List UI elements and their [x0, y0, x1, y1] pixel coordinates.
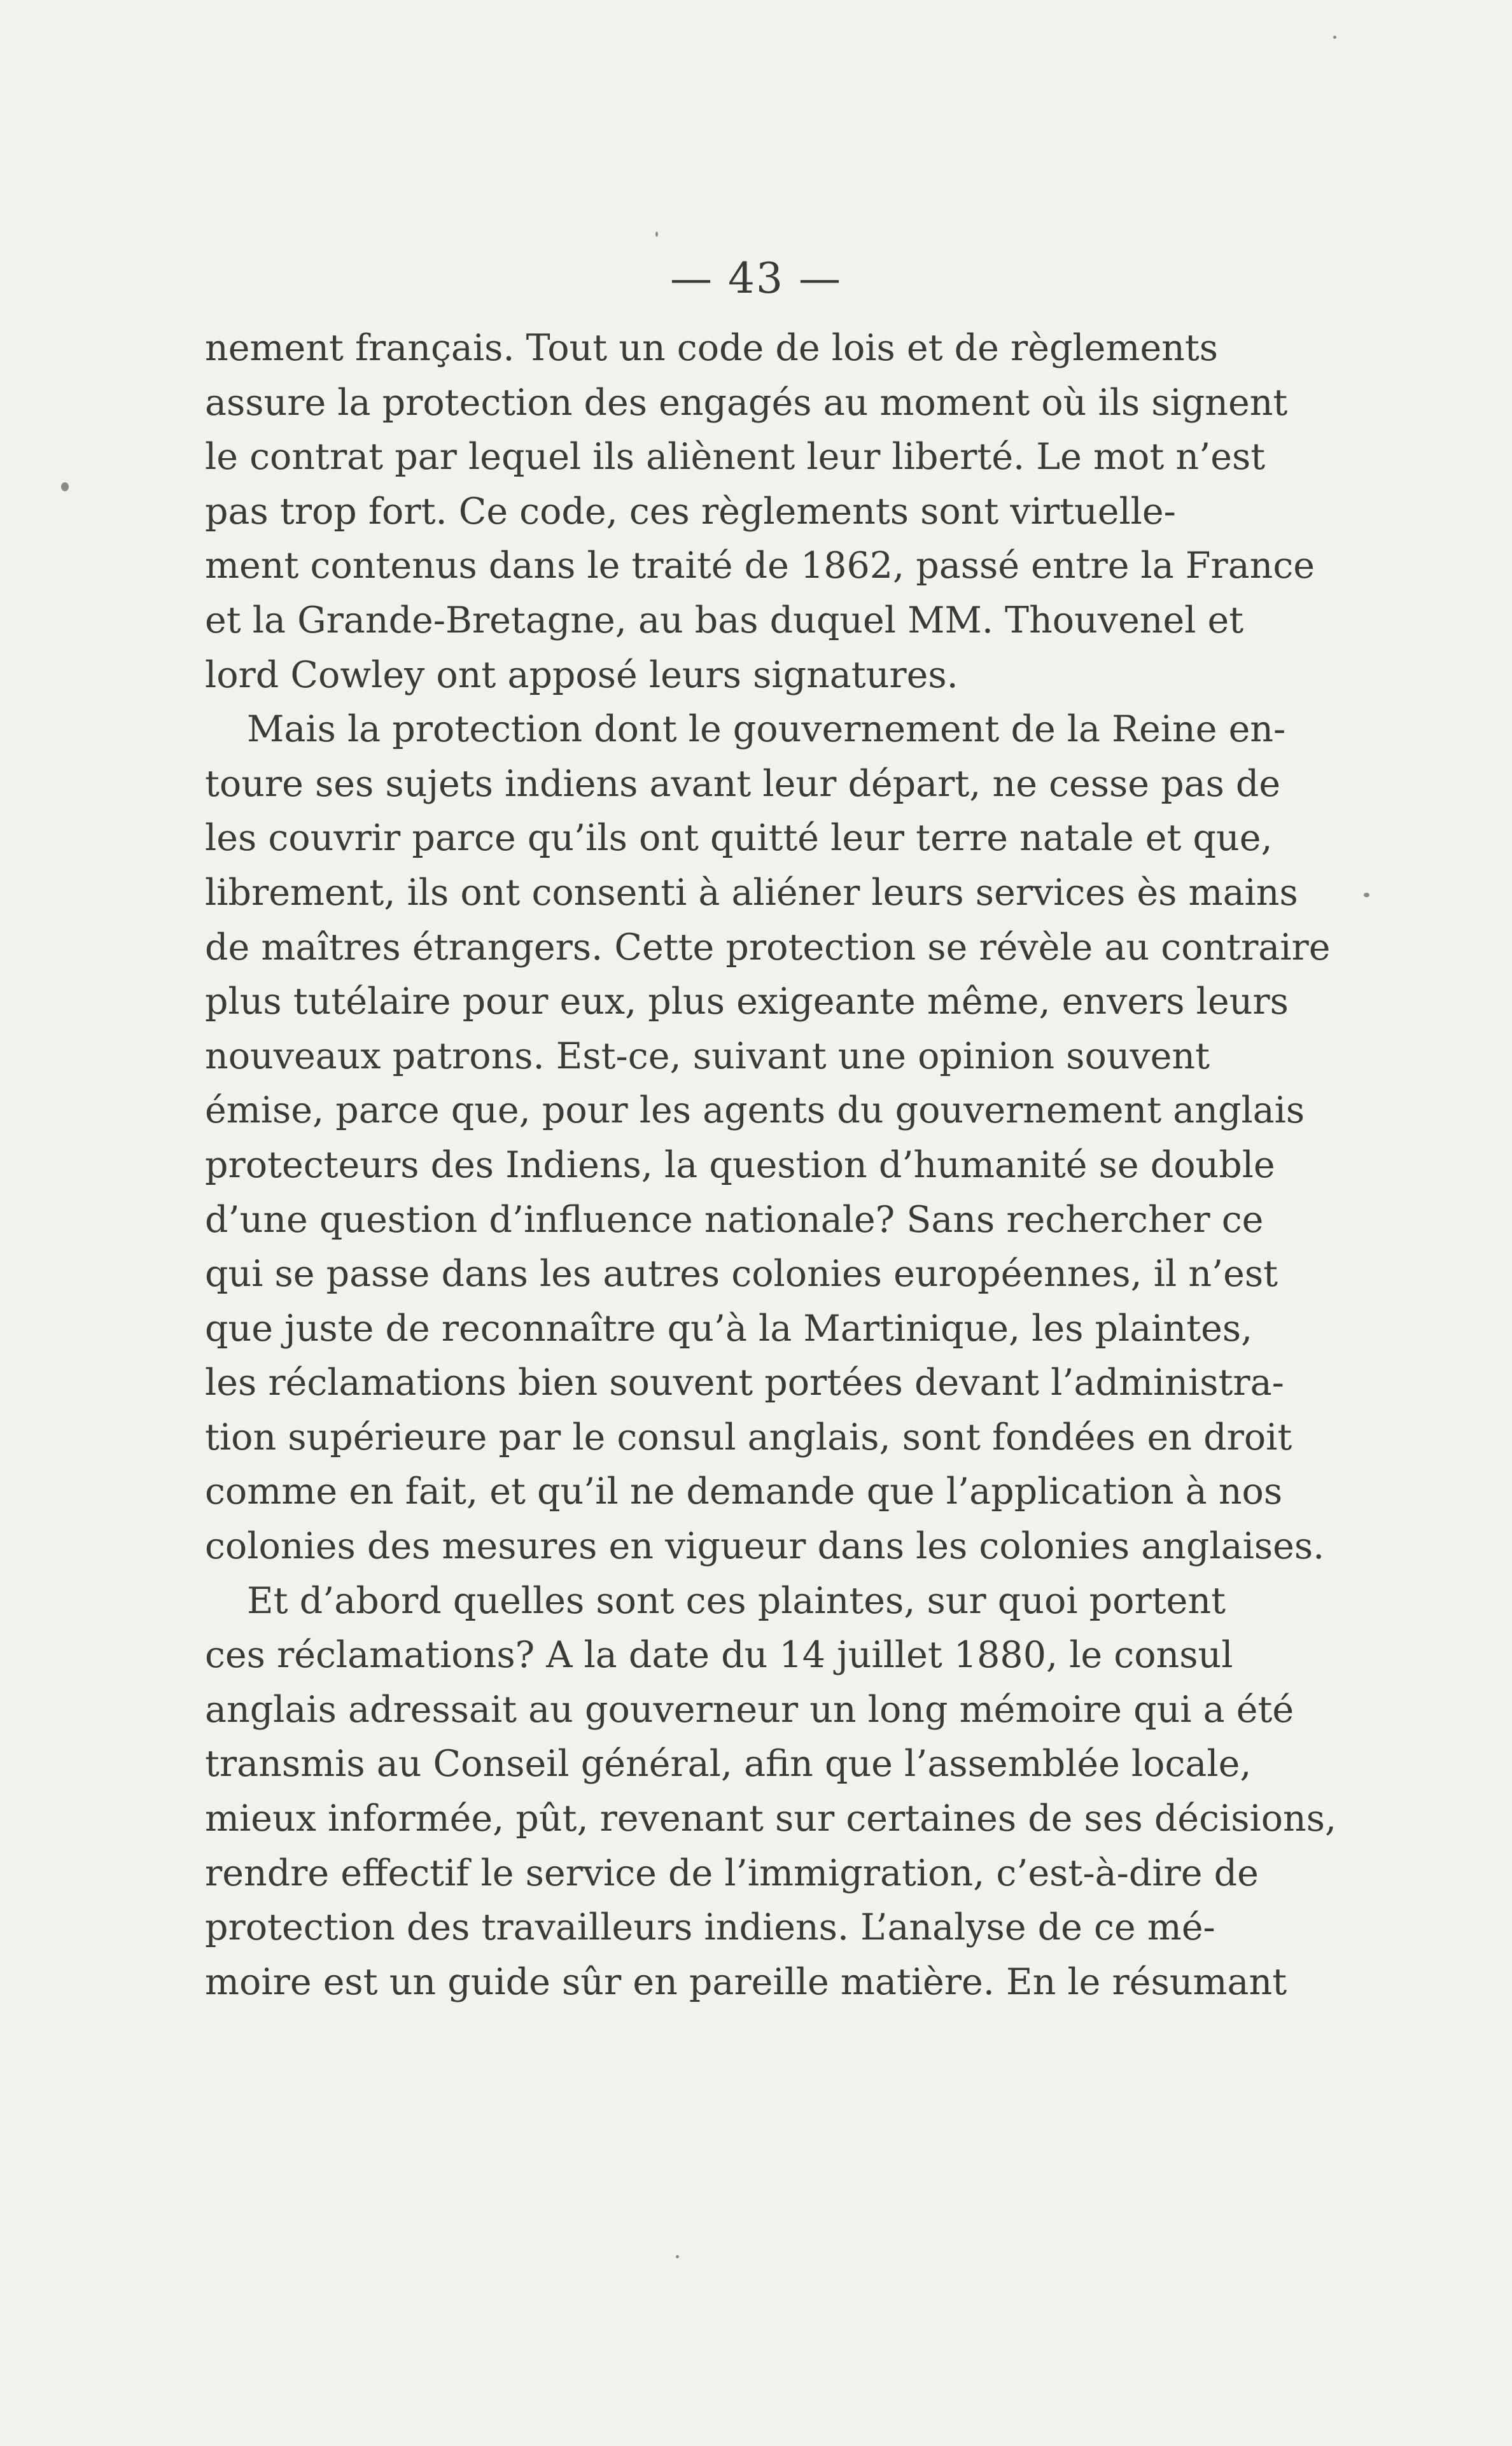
text-line: nouveaux patrons. Est-ce, suivant une opinion souvent: [205, 1035, 1210, 1077]
scan-speck: [1364, 893, 1369, 897]
scan-speck: [655, 232, 658, 237]
text-line: tion supérieure par le consul anglais, sont fondées en droit: [205, 1416, 1292, 1458]
text-line: ment contenus dans le traité de 1862, passé entre la France: [205, 545, 1315, 587]
text-line: comme en fait, et qu’il ne demande que l’application à nos: [205, 1471, 1283, 1513]
text-line: transmis au Conseil général, afin que l’assemblée locale,: [205, 1743, 1252, 1786]
text-line: pas trop fort. Ce code, ces règlements sont virtuelle-: [205, 490, 1176, 533]
text-line: rendre effectif le service de l’immigration, c’est-à-dire de: [205, 1852, 1259, 1894]
text-line: émise, parce que, pour les agents du gouvernement anglais: [205, 1089, 1305, 1132]
text-line: et la Grande-Bretagne, au bas duquel MM. Thouvenel et: [205, 599, 1244, 641]
text-line: librement, ils ont consenti à aliéner leurs services ès mains: [205, 871, 1298, 914]
scan-speck: [676, 2255, 679, 2258]
text-line: les réclamations bien souvent portées devant l’administra-: [205, 1362, 1284, 1404]
text-line: assure la protection des engagés au moment où ils signent: [205, 381, 1288, 424]
text-line: protecteurs des Indiens, la question d’humanité se double: [205, 1143, 1275, 1186]
text-line: les couvrir parce qu’ils ont quitté leur terre natale et que,: [205, 817, 1273, 860]
scan-speck: [1333, 36, 1336, 39]
text-line: anglais adressait au gouverneur un long mémoire qui a été: [205, 1688, 1294, 1731]
text-line: moire est un guide sûr en pareille matière. En le résumant: [205, 1960, 1287, 2003]
text-line: toure ses sujets indiens avant leur départ, ne cesse pas de: [205, 762, 1281, 805]
text-line: que juste de reconnaître qu’à la Martinique, les plaintes,: [205, 1307, 1253, 1350]
text-line: de maîtres étrangers. Cette protection se révèle au contraire: [205, 926, 1331, 968]
body-text: [205, 321, 1337, 2009]
text-line: qui se passe dans les autres colonies européennes, il n’est: [205, 1253, 1278, 1296]
text-line: d’une question d’influence nationale? Sans rechercher ce: [205, 1198, 1264, 1241]
text-line: lord Cowley ont apposé leurs signatures.: [205, 653, 958, 696]
text-line: protection des travailleurs indiens. L’analyse de ce mé-: [205, 1906, 1215, 1949]
text-line: ces réclamations? A la date du 14 juillet 1880, le consul: [205, 1634, 1233, 1677]
text-line: colonies des mesures en vigueur dans les colonies anglaises.: [205, 1525, 1325, 1568]
paragraph-start-line: Mais la protection dont le gouvernement de la Reine en-: [247, 708, 1286, 751]
text-line: plus tutélaire pour eux, plus exigeante même, envers leurs: [205, 981, 1289, 1023]
scan-speck: [61, 482, 69, 491]
page-number: — 43 —: [670, 254, 842, 303]
paragraph-start-line: Et d’abord quelles sont ces plaintes, sur quoi portent: [247, 1579, 1226, 1622]
text-line: nement français. Tout un code de lois et de règlements: [205, 327, 1219, 369]
text-line: le contrat par lequel ils aliènent leur liberté. Le mot n’est: [205, 436, 1266, 479]
text-line: mieux informée, pût, revenant sur certaines de ses décisions,: [205, 1798, 1337, 1840]
